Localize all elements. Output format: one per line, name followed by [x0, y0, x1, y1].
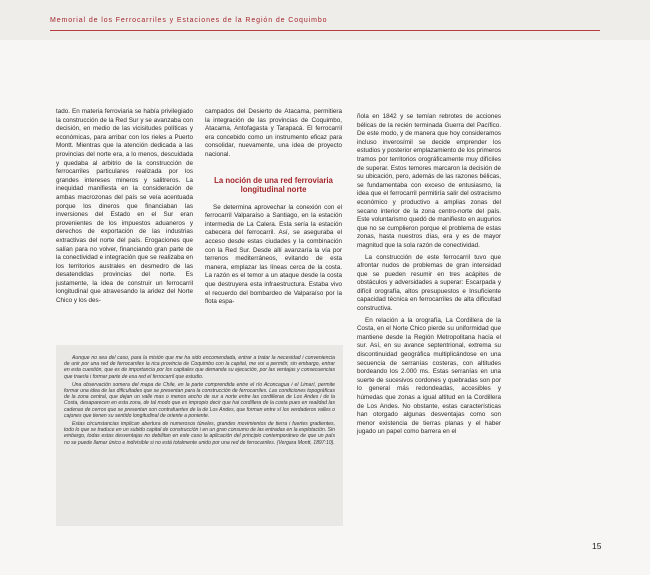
paragraph: campados del Desierto de Atacama, permitiera la integración de las provincias de Coquimbo, Atacama, Antofagasta y Tarapacá. El ferrocarril era concebido como un instrumento eficaz para consolidar, nuevamente, una idea de proyecto nacional.	[205, 108, 342, 158]
quote-paragraph: Aunque no sea del caso, para la misión que me ha sido encomendada, entrar a tratar la necesidad i conveniencia de unir por una red de ferrocarriles la rica provincia de Coquimbo con la capital, me voi a permitir, sin embargo, entrar en esta cuestión, que es de importancia por los capitales que demanda su ejecución, por las ventajas y consecuencias que traería i formar parte de esa red el ferrocarril que estudio.	[64, 355, 335, 380]
text-column-3	[357, 113, 501, 437]
text-column-1	[56, 108, 193, 306]
paragraph: En relación a la orografía, La Cordillera de la Costa, en el Norte Chico pierde su uniformidad que mantiene desde la Región Metropolitana hacia el sur. Así, en su avance septentrional, extrema su discontinuidad geográfica multiplicándose en una secuencia de serranías costeras, con altitudes bordeando los 2.000 ms. Estas serranías en una suerte de sucesivos cordones y quebradas son por lo general más redondeadas, accesibles y húmedas que zonas a igual altitud en la Cordillera de Los Andes. No obstante, estas características han otorgado algunas desventajas como son menor existencia de tierras planas y el haber jugado un papel como barrera en el	[357, 316, 501, 436]
section-heading: La noción de una red ferroviaria longitudinal norte	[214, 175, 333, 195]
quote-paragraph: Estas circunstancias implican abertura de numerosos túneles, grandes movimientos de tierra i fuertes gradientes, todo lo que se traduce en un subido capital de construcción i en un gran consumo de las entradas en la explotación. Sin embargo, todas estas desventajas no debilitan en este caso la aplicación del principio contemporáneo de que un país no se puede llamar único e indivisible si no está totalmente unido por una red de ferrocarriles. (Vergara Montt, 1897:10).	[64, 421, 335, 446]
text-column-2	[205, 108, 342, 307]
running-header: Memorial de los Ferrocarriles y Estaciones de la Región de Coquimbo	[50, 17, 328, 24]
page-number: 15	[592, 541, 602, 551]
paragraph: La construcción de este ferrocarril tuvo que afrontar nudos de problemas de gran intensidad que se pueden resumir en tres acápites de obstáculos y adversidades a superar: Escarpada y difícil orografía, altos presupuestos e Insuficiente capacidad técnica en ferrocarriles de alta dificultad constructiva.	[357, 253, 501, 313]
paragraph: tado. En materia ferroviaria se había privilegiado la construcción de la Red Sur y se avanzaba con decisión, en medio de las vicisitudes políticas y económicas, para arribar con los rieles a Puerto Montt. Mientras que la atención dedicada a las provincias del norte era, a lo menos, descuidada y quedaba al arbitrio de la construcción de ferrocarriles particulares realizada por los grandes intereses mineros y salitreros. La inequidad manifiesta en la consideración de ambas macrozonas del país se veía acentuada porque los dineros que financiaban las inversiones del Estado en el Sur eran provenientes de los impuestos aduaneros y derechos de exportación de las industrias extractivas del norte del país. Erogaciones que salían para no volver, financiando gran parte de la conectividad e integración que se realizaba en los territorios australes en desmedro de las desatendidas provincias del norte. Es justamente, la idea de construir un ferrocarril longitudinal que atravesando la aridez del Norte Chico y los des-	[56, 108, 193, 305]
quote-paragraph: Una observación somera del mapa de Chile, en la parte comprendida entre el río Aconcagua i el Limarí, permite formar una idea de las dificultades que se presentan para la construcción de ferrocarriles. Las condiciones topográficas de la zona central, que dejan un valle mas o menos ancho de sur a norte entre las cordilleras de Los Andes i de la Costa, desaparecen en esta zona, de tal modo que es impropio decir que hai cordillera de la costa pues en realidad las cadenas de cerros que se presentan son contrafuertes de la de Los Andes, que forman entre sí los verdaderos valles o cajones que tienen su sentido longitudinal de oriente a poniente.	[64, 381, 335, 419]
paragraph: ñola en 1842 y se temían rebrotes de acciones bélicas de la recién terminada Guerra del Pacífico. De este modo, y de manera que hoy consideramos incluso inverosímil se decide emprender los estudios y posterior emplazamiento de los primeros tramos por territorios orográficamente muy difíciles de superar. Estos temores marcaron la decisión de su ubicación, pero, además de las razones bélicas, se fundamentaba con exceso de entusiasmo, la idea que el ferrocarril permitiría salir del ostracismo económico y productivo a amplias zonas del secano interior de la zona centro-norte del país. Este voluntarismo quedó de manifiesto en augurios que no se cumplieron porque el problema de estas zonas, hasta nuestros días, era y es de mayor magnitud que la sola razón de conectividad.	[357, 113, 501, 249]
block-quote	[64, 355, 335, 448]
paragraph: Se determina aprovechar la conexión con el ferrocarril Valparaíso a Santiago, en la estación intermedia de La Calera. Esta sería la estación cabecera del ferrocarril. Así, se aseguraba el acceso desde estas ciudades y la combinación con la Red Sur. Desde allí avanzaría la vía por terrenos mediterráneos, evitando de esta manera, emplazar las líneas cerca de la costa. La razón es el temor a un ataque desde la costa que destruyera esta infraestructura. Estaba vivo el recuerdo del bombardeo de Valparaíso por la flota espa-	[205, 203, 342, 306]
header-rule	[50, 30, 600, 31]
